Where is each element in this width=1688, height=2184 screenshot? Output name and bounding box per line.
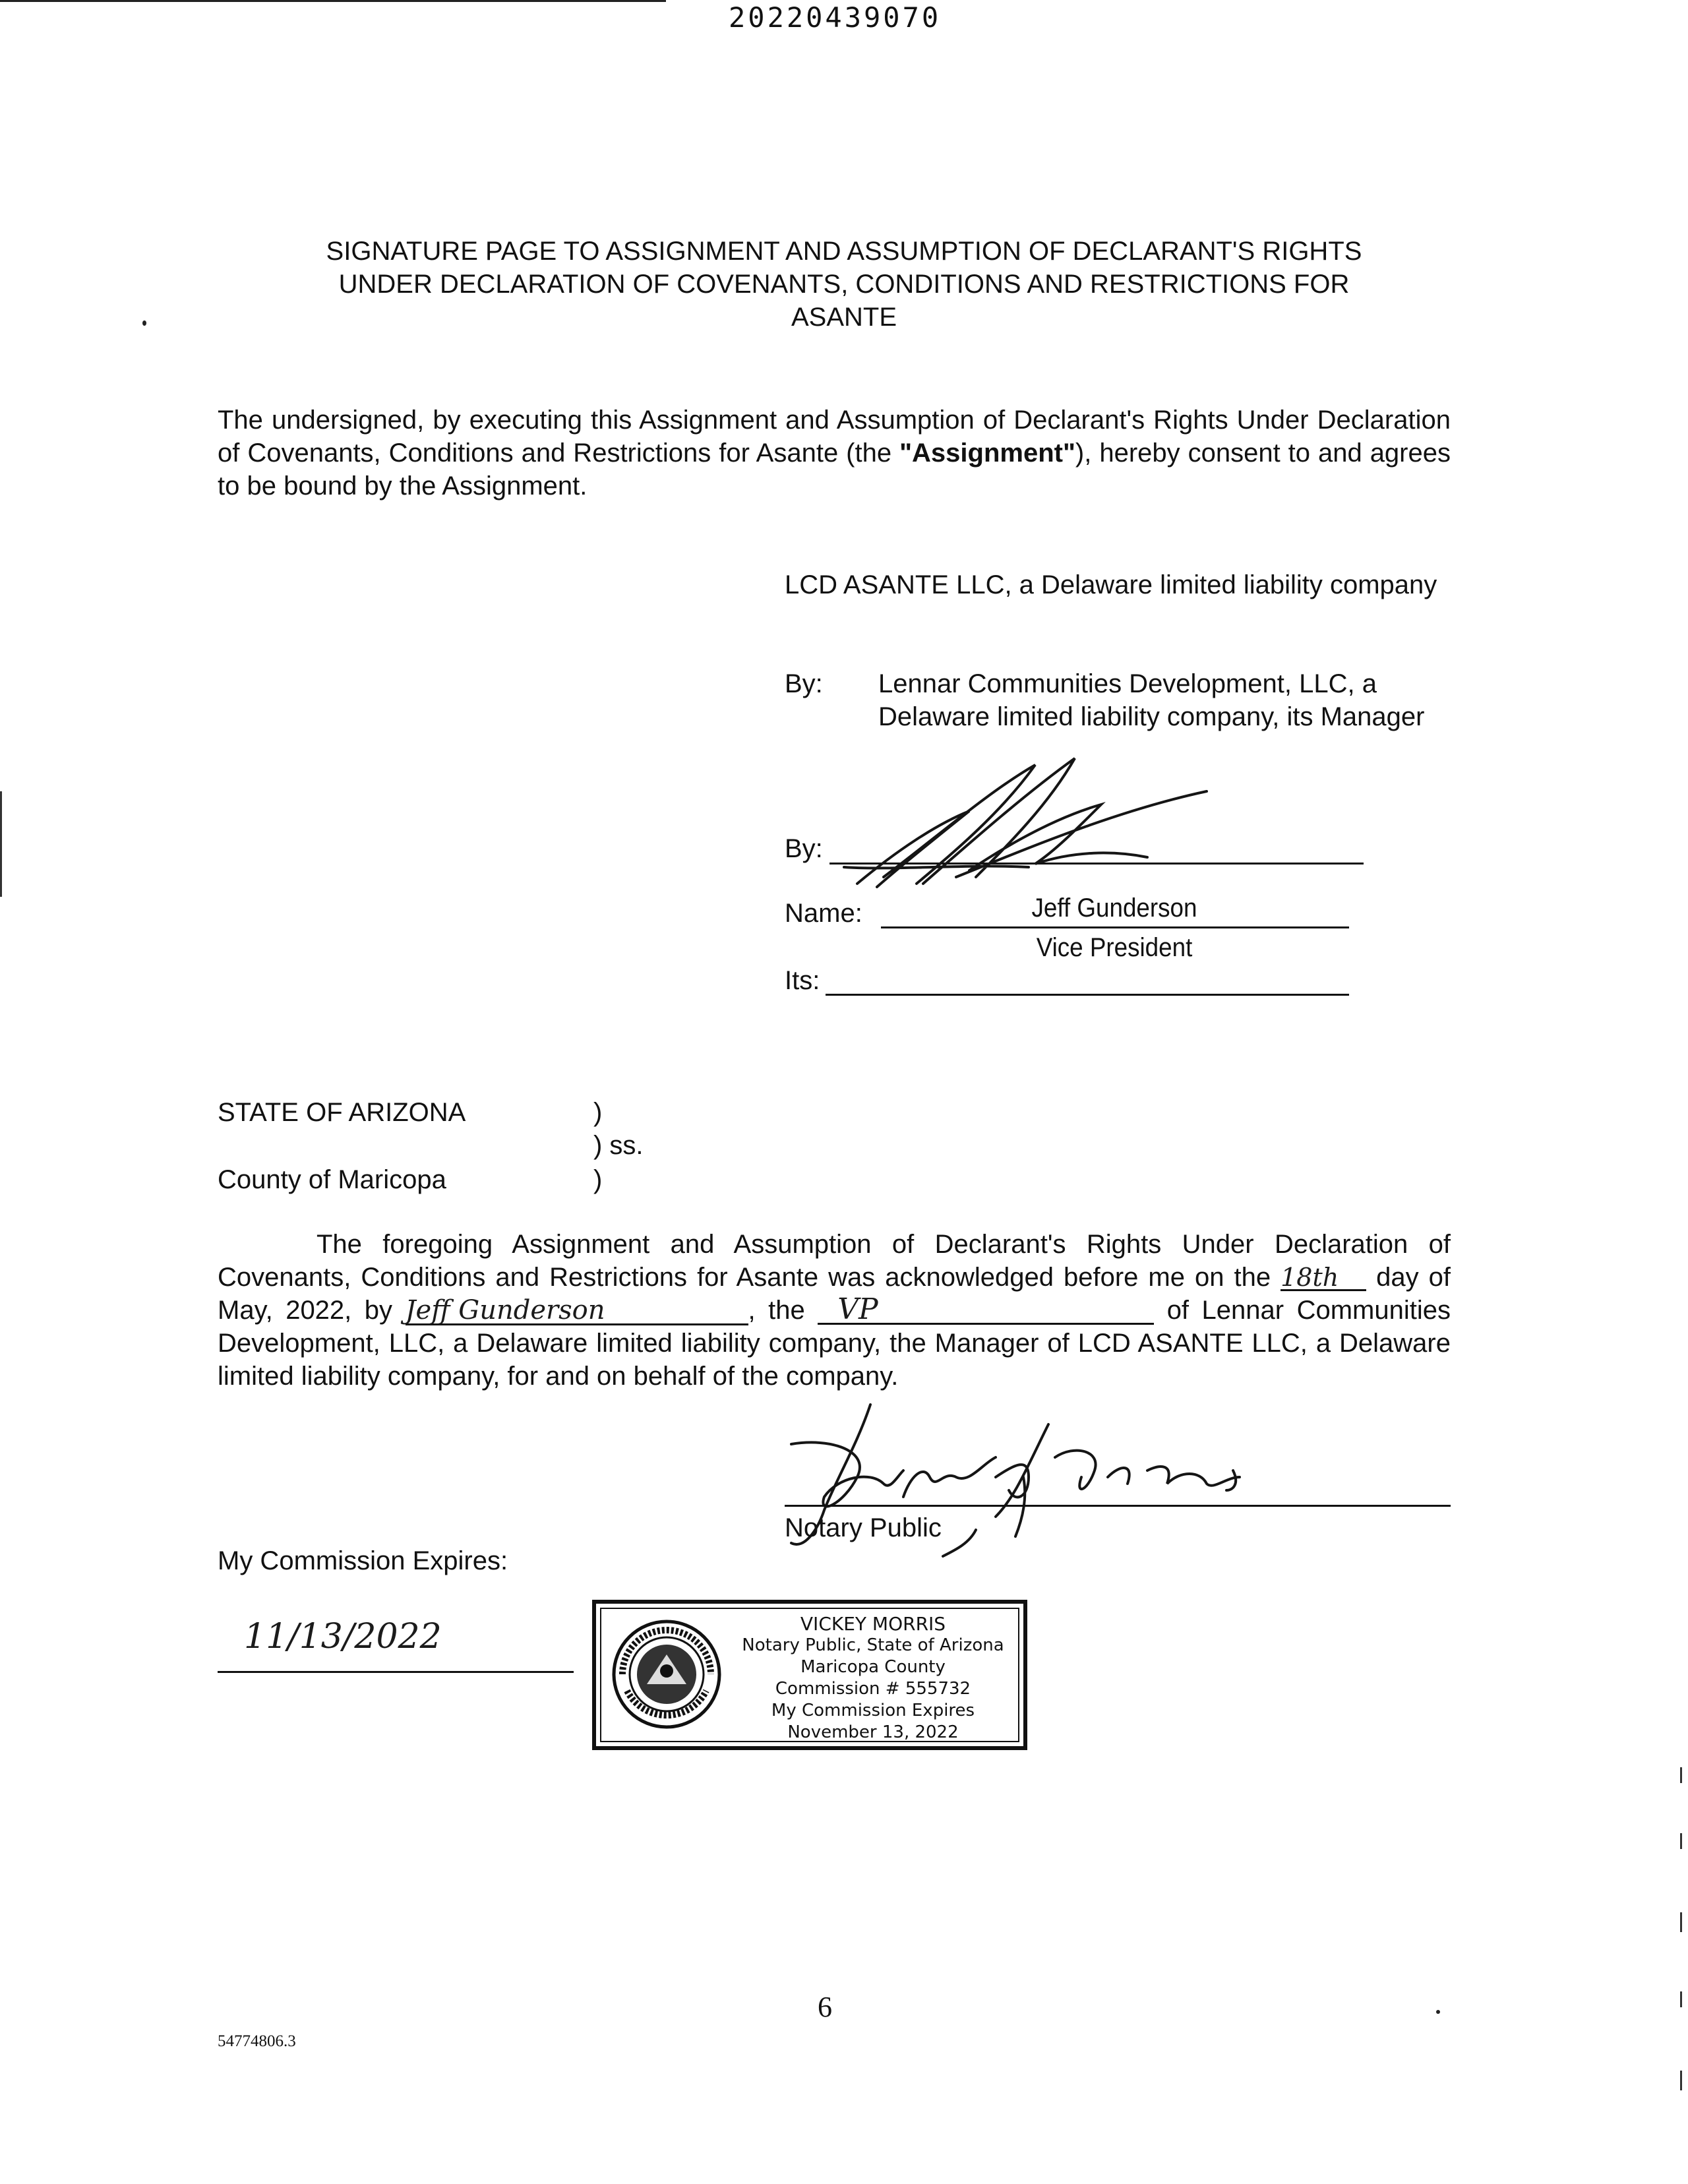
venue-paren-top: ) bbox=[593, 1098, 603, 1127]
ack-text-4: of Lennar Communities Development, LLC, a Delaware limited liability company, the Manager of LCD ASANTE LLC, a Delaware limited liability company, for and on behalf of the company. bbox=[218, 1296, 1451, 1391]
top-rule bbox=[0, 0, 666, 2]
ack-text-1: The foregoing Assignment and Assumption of Declarant's Rights Under Declaration of Covenants, Conditions and Restrictions for Asante was acknowledged before me on the bbox=[218, 1230, 1451, 1292]
venue-paren-bottom: ) bbox=[593, 1165, 603, 1194]
stamp-line-5: My Commission Expires bbox=[771, 1701, 975, 1720]
signer-title: Vice President bbox=[1036, 933, 1193, 962]
its-line bbox=[826, 994, 1349, 996]
state-seal-icon bbox=[611, 1618, 723, 1730]
officer-signature bbox=[837, 752, 1246, 897]
edge-mark bbox=[1680, 1991, 1682, 2007]
page-number: 6 bbox=[818, 1991, 832, 2023]
commission-date-line bbox=[218, 1671, 574, 1673]
intro-text-start: The undersigned, by executing this Assignment and Assumption of Declarant's Rights Under Declaration of Covenants, Conditions and Restrictions for Asante (the bbox=[218, 406, 1451, 468]
name-label: Name: bbox=[785, 899, 862, 928]
signature-by-label: By: bbox=[785, 834, 823, 863]
its-label: Its: bbox=[785, 966, 820, 995]
assignment-term: "Assignment" bbox=[899, 439, 1075, 468]
county-line: County of Maricopa bbox=[218, 1165, 446, 1194]
edge-mark bbox=[1680, 1833, 1682, 1849]
stamp-line-2: Notary Public, State of Arizona bbox=[742, 1635, 1004, 1655]
acknowledgment-paragraph bbox=[218, 1228, 1451, 1393]
stamp-text bbox=[721, 1613, 1025, 1744]
venue-ss: ) ss. bbox=[593, 1131, 644, 1160]
edge-mark bbox=[1680, 1767, 1682, 1783]
recording-number: 20220439070 bbox=[729, 1, 942, 34]
notary-line bbox=[785, 1505, 1451, 1507]
edge-mark bbox=[1680, 1912, 1682, 1932]
name-line bbox=[881, 926, 1349, 928]
scan-speck bbox=[1436, 2010, 1440, 2014]
ack-day-handwritten: 18th bbox=[1281, 1265, 1366, 1291]
document-id: 54774806.3 bbox=[218, 2032, 296, 2050]
document-title bbox=[211, 235, 1477, 334]
ack-text-2: day of May, 2022, by bbox=[218, 1263, 1451, 1325]
commission-expires-label: My Commission Expires: bbox=[218, 1546, 508, 1575]
title-line-1: SIGNATURE PAGE TO ASSIGNMENT AND ASSUMPTION OF DECLARANT'S RIGHTS bbox=[326, 237, 1362, 266]
intro-text-end: ), hereby consent to and agrees to be bound by the Assignment. bbox=[218, 439, 1451, 501]
stamp-line-4: Commission # 555732 bbox=[775, 1679, 971, 1699]
manager-text: Lennar Communities Development, LLC, a Delaware limited liability company, its Manager bbox=[878, 669, 1425, 731]
ack-name-handwritten: Jeff Gunderson bbox=[406, 1297, 748, 1325]
signer-name: Jeff Gunderson bbox=[1031, 894, 1197, 923]
commission-date-handwritten: 11/13/2022 bbox=[244, 1617, 442, 1656]
edge-mark bbox=[1680, 2071, 1682, 2090]
stamp-line-3: Maricopa County bbox=[800, 1657, 946, 1677]
stamp-line-6: November 13, 2022 bbox=[787, 1722, 959, 1742]
ack-title-handwritten: VP bbox=[818, 1296, 1154, 1325]
title-line-3: ASANTE bbox=[791, 303, 897, 332]
ack-text-3: , the bbox=[748, 1296, 805, 1325]
title-line-2: UNDER DECLARATION OF COVENANTS, CONDITIONS AND RESTRICTIONS FOR bbox=[338, 270, 1350, 299]
intro-paragraph bbox=[218, 404, 1451, 502]
edge-mark bbox=[0, 791, 2, 897]
state-line: STATE OF ARIZONA bbox=[218, 1098, 466, 1127]
stamp-notary-name: VICKEY MORRIS bbox=[800, 1613, 946, 1635]
notary-stamp bbox=[592, 1600, 1027, 1750]
by-label: By: bbox=[785, 669, 823, 698]
scan-speck bbox=[142, 320, 146, 326]
notary-public-label: Notary Public bbox=[785, 1513, 942, 1542]
company-name: LCD ASANTE LLC, a Delaware limited liability company bbox=[785, 570, 1437, 599]
